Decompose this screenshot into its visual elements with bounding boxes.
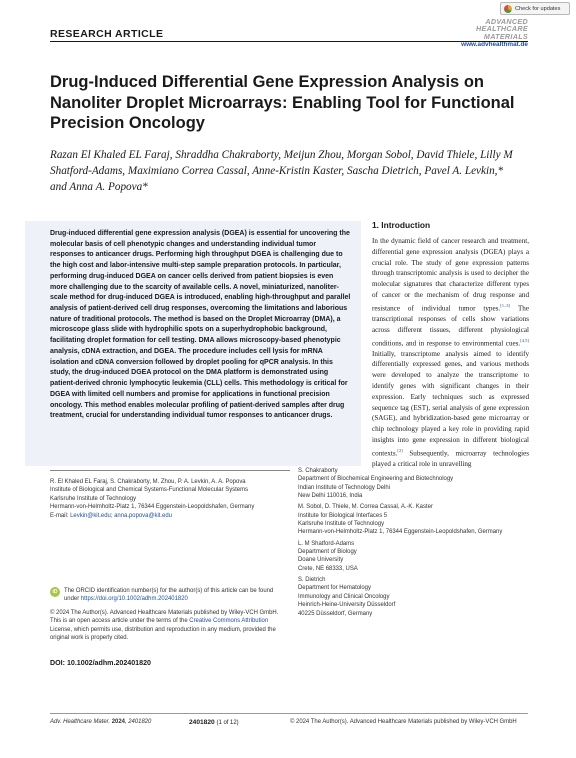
license-note: © 2024 The Author(s). Advanced Healthcare Materials published by Wiley-VCH GmbH. This is an open access article under the terms of the Creative Commons Attribution License, which permits use, distribution and reproduction in any medium, provided the original work is properly cited. xyxy=(50,610,279,641)
orcid-note: iD The ORCID identification number(s) for the author(s) of this article can be found under https://doi.org/10.1002/adhm.202401820 xyxy=(50,587,290,603)
affiliation-divider xyxy=(50,470,290,471)
citation-link[interactable]: [1–3] xyxy=(500,302,511,308)
orcid-link[interactable]: https://doi.org/10.1002/adhm.202401820 xyxy=(80,596,188,603)
section-heading-introduction: 1. Introduction xyxy=(372,220,431,230)
affiliation-block-right: S. Chakraborty Department of Biochemical Engineering and Biotechnology Indian Institute of Technology Delhi New Delhi 110016, India M. Sobol, D. Thiele, M. Correa Cassal, A.-K. Kaster Institute for Biological Interfaces 5 Karlsruhe Institute of Technology Hermann-von-Helmholtz-Platz 1, 76344 Eggenstein-Leopoldshafen, Germany L. M Shatford-Adams Department of Biology Doane University Crete, NE 68333, USA S. Dietrich Department for Hematology Immunology and Clinical Oncology Heinrich-Heine-University Düsseldorf 40225 Düsseldorf, Germany xyxy=(298,468,503,617)
header-rule xyxy=(50,41,528,42)
license-link[interactable]: Creative Commons Attribution xyxy=(189,618,269,625)
email-link[interactable]: Levkin@kit.edu; anna.popova@kit.edu xyxy=(70,512,172,519)
author-list: Razan El Khaled EL Faraj, Shraddha Chakraborty, Meijun Zhou, Morgan Sobol, David Thiele, Lilly M Shatford-Adams, Maximiano Correa Cassal, Anne-Kristin Kaster, Sascha Dietrich, Pavel A. Levkin,* and Anna A. Popova* xyxy=(50,149,513,193)
section-label: RESEARCH ARTICLE xyxy=(50,28,164,40)
page-number: 2401820 (1 of 12) xyxy=(189,719,239,726)
citation-link[interactable]: [4,5] xyxy=(520,337,529,343)
article-title: Drug-Induced Differential Gene Expression Analysis on Nanoliter Droplet Microarrays: Enabling Tool for Functional Precision Oncology xyxy=(50,73,515,132)
affiliation-block-left: R. El Khaled EL Faraj, S. Chakraborty, M. Zhou, P. A. Levkin, A. A. Popova Institute of Biological and Chemical Systems-Functional Molecular Systems Karlsruhe Institute of Technology Hermann-von-Helmholtz-Platz 1, 76344 Eggenstein-Leopoldshafen, Germany E-mail: Levkin@kit.edu; anna.popova@kit.edu xyxy=(50,479,255,519)
orcid-icon: iD xyxy=(50,587,60,597)
journal-url[interactable]: www.advhealthmat.de xyxy=(461,41,528,49)
footer-citation: Adv. Healthcare Mater. 2024, 2401820 xyxy=(50,719,152,725)
journal-logo: ADVANCED HEALTHCARE MATERIALS xyxy=(476,17,528,41)
abstract-text: Drug-induced differential gene expression analysis (DGEA) is essential for uncovering the molecular basis of cell phenotypic changes and understanding individual tumor responses to anticancer drugs. Performing high throughput DGEA is challenging due to the high cost and labor-intensive multi-step sample preparation protocols. In particular, performing drug-induced DGEA on cancer cells derived from patient biopsies is even more challenging due to the scarcity of available cells. A novel, miniaturized, nanoliter-scale method for drug-induced DGEA is introduced, enabling high-throughput and parallel analysis of patient-derived cell drug responses, overcoming the limitations and laborious nature of traditional protocols. The method is based on the Droplet Microarray (DMA), a microscope glass slide with hydrophilic spots on a superhydrophobic background, facilitating droplet formation for cell testing. DMA allows microscopy-based phenotypic analysis, cDNA extraction, and DGEA. The procedure includes cell lysis for mRNA isolation and cDNA conversion followed by droplet pooling for qPCR analysis. In this study, the drug-induced DGEA protocol on the DMA platform is demonstrated using patient-derived chronic lymphocytic leukemia (CLL) cells. This methodology is critical for DGEA with limited cell numbers and promise for applications in functional precision oncology. This method enables molecular profiling of patient-derived samples after drug treatment, crucial for understanding individual tumor responses to anticancer drugs. xyxy=(50,230,351,420)
footer-rule xyxy=(50,713,528,714)
journal-brand xyxy=(461,18,528,48)
introduction-text: In the dynamic field of cancer research and treatment, differential gene expression analysis (DGEA) plays a crucial role. The study of gene expression patterns through transcriptomic analysis is used to decipher the molecular signatures that characterize different types of cancer or the mechanism of drug response and resistance of individual tumor types.[1–3] The transcriptional responses of cells show variations across different tissues, different physiological conditions, and in response to environmental cues.[4,5] Initially, transcriptome analysis aimed to identify differentially expressed genes, and various methods were developed to analyze the transcriptome to identify genes with significant changes in their expression. Early techniques such as expressed sequence tag (EST), serial analysis of gene expression (SAGE), and hybridization-based gene microarray or chip technology played a key role in providing rapid insights into gene expression in different biological contexts.[2] Subsequently, microarray technologies played a critical role in unravelling xyxy=(372,237,529,469)
check-for-updates-label: Check for updates xyxy=(515,5,561,12)
footer-copyright: © 2024 The Author(s). Advanced Healthcare Materials published by Wiley-VCH GmbH xyxy=(290,719,517,725)
crossmark-icon xyxy=(504,5,512,13)
check-for-updates-button[interactable] xyxy=(500,2,570,15)
doi: DOI: 10.1002/adhm.202401820 xyxy=(50,659,151,667)
citation-link[interactable]: [2] xyxy=(397,447,403,453)
